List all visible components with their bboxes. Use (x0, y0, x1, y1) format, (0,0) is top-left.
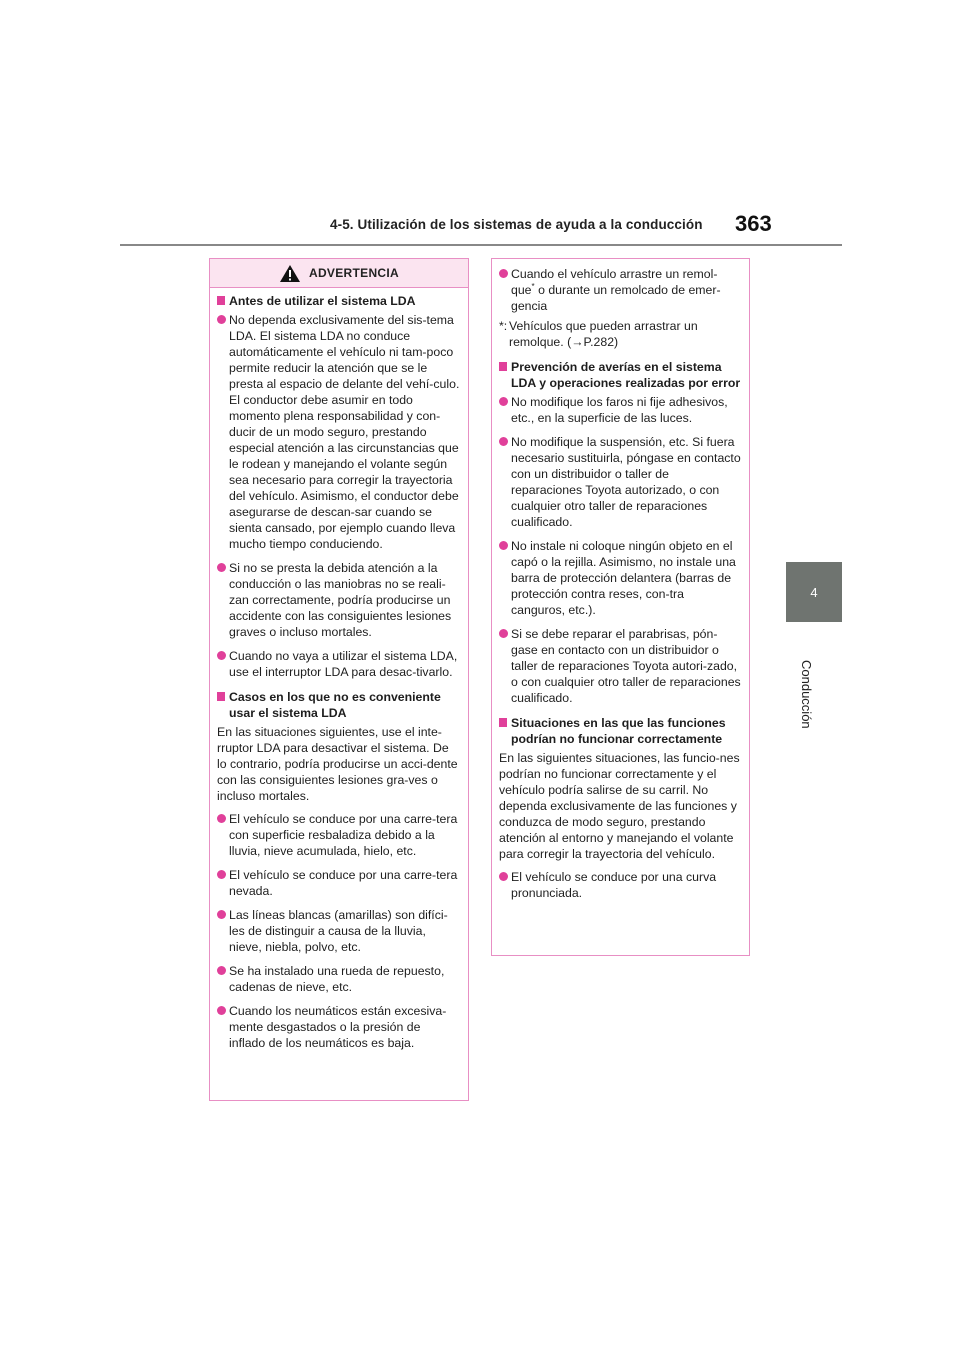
running-header-title: 4-5. Utilización de los sistemas de ayuda a la conducción (330, 217, 703, 232)
square-bullet-icon (217, 296, 225, 305)
list-item: Si no se presta la debida atención a la conducción o las maniobras no se reali-zan correctamente, podría producirse un accidente con las consiguientes lesiones graves o incluso mortales. (217, 560, 460, 640)
circle-bullet-icon (217, 870, 226, 879)
chapter-label: Conducción (799, 660, 814, 729)
list-item: Cuando los neumáticos están excesiva-mente desgastados o la presión de inflado de los neumáticos es baja. (217, 1003, 460, 1051)
circle-bullet-icon (217, 1006, 226, 1015)
circle-bullet-icon (217, 814, 226, 823)
section-heading: Prevención de averías en el sistema LDA y operaciones realizadas por error (499, 359, 741, 391)
list-item: El vehículo se conduce por una carre-tera nevada. (217, 867, 460, 899)
warning-panel-left (209, 258, 469, 1101)
circle-bullet-icon (217, 651, 226, 660)
page-number: 363 (735, 211, 772, 236)
circle-bullet-icon (499, 629, 508, 638)
list-item: Cuando el vehículo arrastre un remol-que* o durante un remolcado de emer-gencia (499, 266, 741, 314)
chapter-number: 4 (810, 584, 818, 600)
list-item: Se ha instalado una rueda de repuesto, cadenas de nieve, etc. (217, 963, 460, 995)
list-item: No modifique la suspensión, etc. Si fuera necesario sustituirla, póngase en contacto con un distribuidor o taller de reparaciones Toyota autorizado, o con cualquier otro taller de reparaciones cualificado. (499, 434, 741, 530)
circle-bullet-icon (217, 966, 226, 975)
square-bullet-icon (499, 718, 507, 727)
footnote: *: Vehículos que pueden arrastrar un remolque. (→P.282) (499, 319, 698, 349)
header-rule (120, 244, 842, 246)
warning-triangle-icon (279, 264, 301, 283)
section-heading: Casos en los que no es conveniente usar el sistema LDA (217, 689, 460, 721)
list-item: El vehículo se conduce por una curva pronunciada. (499, 869, 741, 901)
list-item: No modifique los faros ni fije adhesivos, etc., en la superficie de las luces. (499, 394, 741, 426)
circle-bullet-icon (217, 910, 226, 919)
list-item: No dependa exclusivamente del sis-tema LDA. El sistema LDA no conduce automáticamente el vehículo ni tam-poco permite reducir la atención que se le presta al espacio de delante del vehí-culo. El conductor debe asumir en todo momento plena responsabilidad y con-ducir de un modo seguro, prestando especial atención a las circunstancias que le rodean y manejando el volante según sea necesario para corregir la trayectoria del vehículo. Asimismo, el conductor debe asegurarse de descan-sar cuando se sienta cansado, por ejemplo cuando lleva mucho tiempo conduciendo. (217, 312, 460, 552)
circle-bullet-icon (499, 872, 508, 881)
footnote-text: Vehículos que pueden arrastrar un remolque. (→P.282) (509, 319, 698, 349)
section-heading: Situaciones en las que las funciones podrían no funcionar correctamente (499, 715, 741, 747)
circle-bullet-icon (499, 541, 508, 550)
chapter-tab[interactable] (786, 562, 842, 622)
warning-heading: ADVERTENCIA (309, 266, 399, 280)
circle-bullet-icon (217, 563, 226, 572)
section-heading: Antes de utilizar el sistema LDA (217, 293, 460, 309)
list-item: Las líneas blancas (amarillas) son difíci-les de distinguir a causa de la lluvia, nieve, niebla, polvo, etc. (217, 907, 460, 955)
list-item: El vehículo se conduce por una carre-tera con superficie resbaladiza debido a la lluvia, nieve acumulada, hielo, etc. (217, 811, 460, 859)
circle-bullet-icon (499, 269, 508, 278)
list-item: Si se debe reparar el parabrisas, pón-gase en contacto con un distribuidor o taller de reparaciones Toyota autori-zado, o con cualquier otro taller de reparaciones cualificado. (499, 626, 741, 706)
square-bullet-icon (217, 692, 225, 701)
list-item: No instale ni coloque ningún objeto en el capó o la rejilla. Asimismo, no instale una barra de protección delantera (barras de protección contra reses, con-tra canguros, etc.). (499, 538, 741, 618)
list-item: Cuando no vaya a utilizar el sistema LDA, use el interruptor LDA para desac-tivarlo. (217, 648, 460, 680)
footnote-marker: * (531, 281, 535, 291)
paragraph: En las situaciones siguientes, use el inte-rruptor LDA para desactivar el sistema. De lo contrario, podría producirse un acci-dente con las consiguientes lesiones gra-ves o incluso mortales. (217, 725, 458, 803)
warning-header (210, 259, 468, 288)
circle-bullet-icon (499, 397, 508, 406)
circle-bullet-icon (499, 437, 508, 446)
circle-bullet-icon (217, 315, 226, 324)
square-bullet-icon (499, 362, 507, 371)
paragraph: En las siguientes situaciones, las funcio-nes podrían no funcionar correctamente y el vehículo podría salirse de su carril. No dependa exclusivamente de las funciones y conduzca de modo seguro, prestando atención al entorno y manejando el volante para corregir la trayectoria del vehículo. (499, 751, 740, 861)
warning-panel-right (491, 258, 750, 956)
